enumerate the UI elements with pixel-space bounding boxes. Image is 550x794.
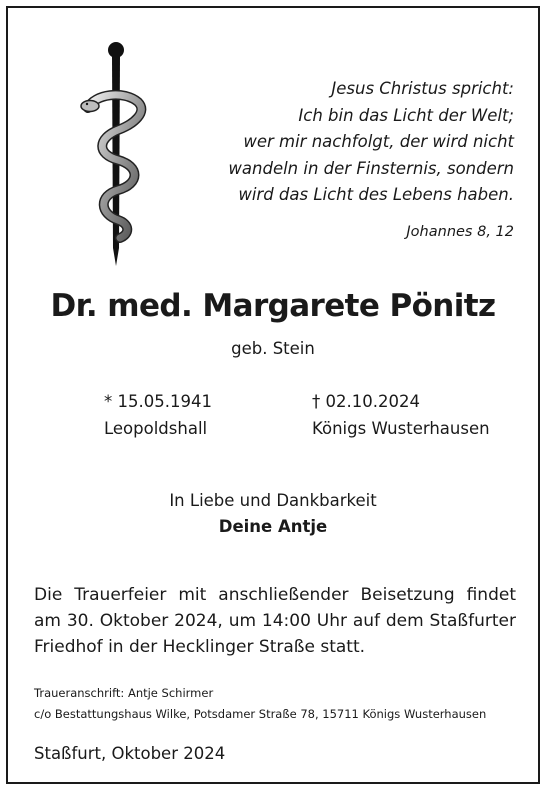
birth-place: Leopoldshall xyxy=(104,419,208,438)
quote-source: Johannes 8, 12 xyxy=(406,224,514,240)
ceremony-text xyxy=(34,582,516,660)
address-line: c/o Bestattungshaus Wilke, Potsdamer Straße 78, 15711 Königs Wusterhausen xyxy=(34,707,487,721)
birth-date: * 15.05.1941 xyxy=(104,392,212,411)
birth-name: geb. Stein xyxy=(231,339,315,358)
rod-of-asclepius-icon xyxy=(78,38,158,268)
mourners-block xyxy=(8,488,538,540)
mourners-name: Deine Antje xyxy=(218,517,328,536)
ceremony-line: Friedhof in der Hecklinger Straße statt. xyxy=(34,637,366,657)
obituary-card xyxy=(6,6,540,784)
quote-line: wandeln in der Finsternis, sondern xyxy=(228,158,514,178)
birth-info xyxy=(104,388,212,442)
quote-line: wird das Licht des Lebens haben. xyxy=(238,185,514,204)
quote-line: wer mir nachfolgt, der wird nicht xyxy=(243,132,514,151)
death-place: Königs Wusterhausen xyxy=(312,419,490,438)
death-info xyxy=(312,388,490,442)
place-date: Staßfurt, Oktober 2024 xyxy=(34,744,226,763)
quote-line: Jesus Christus spricht: xyxy=(331,79,514,98)
ceremony-line: Die Trauerfeier mit anschließender Beisetzung findet xyxy=(34,585,516,605)
mourners-line: In Liebe und Dankbarkeit xyxy=(169,491,377,510)
quote-line: Ich bin das Licht der Welt; xyxy=(298,105,514,125)
ceremony-line: am 30. Oktober 2024, um 14:00 Uhr auf dem Staßfurter xyxy=(34,611,516,631)
bible-quote xyxy=(184,76,514,209)
address-line: Traueranschrift: Antje Schirmer xyxy=(34,686,214,700)
deceased-name: Dr. med. Margarete Pönitz xyxy=(50,288,496,324)
mourning-address xyxy=(34,683,486,725)
death-date: † 02.10.2024 xyxy=(312,392,420,411)
